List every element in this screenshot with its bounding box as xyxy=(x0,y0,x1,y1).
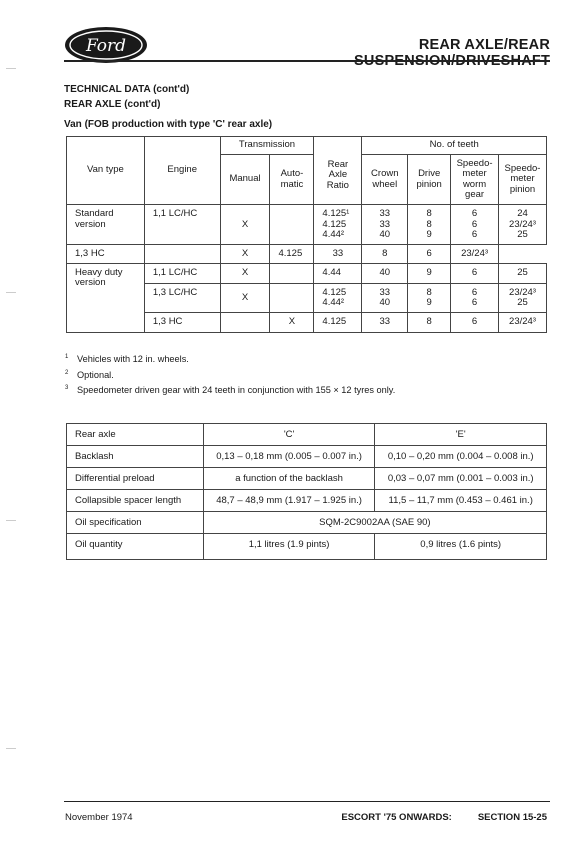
spec-label: Backlash xyxy=(67,446,204,468)
table-row xyxy=(67,245,547,264)
cell-worm: 6 xyxy=(408,245,451,264)
cell-engine: 1,3 LC/HC xyxy=(144,283,220,312)
table-row xyxy=(67,512,547,534)
cell-pinion: 23/24³ 25 xyxy=(499,283,547,312)
spec-value-c: 48,7 – 48,9 mm (1.917 – 1.925 in.) xyxy=(203,490,375,512)
cell-worm: 6 6 6 xyxy=(451,205,499,245)
page-header-title: REAR AXLE/REAR SUSPENSION/DRIVESHAFT xyxy=(354,37,550,69)
spec-value-c: a function of the backlash xyxy=(203,468,375,490)
margin-mark xyxy=(6,292,16,293)
cell-engine: 1,3 HC xyxy=(144,312,220,332)
spec-value-c: 1,1 litres (1.9 pints) xyxy=(203,534,375,560)
spec-value-e: 0,9 litres (1.6 pints) xyxy=(375,534,547,560)
cell-worm: 6 xyxy=(451,312,499,332)
spec-label: Oil specification xyxy=(67,512,204,534)
col-automatic: Auto- matic xyxy=(270,155,314,205)
van-axle-table xyxy=(66,136,547,333)
ford-logo xyxy=(64,26,148,64)
cell-manual xyxy=(144,245,220,264)
col-manual: Manual xyxy=(220,155,270,205)
cell-pinion: 25 xyxy=(499,263,547,283)
cell-drive: 8 xyxy=(408,312,451,332)
margin-mark xyxy=(6,748,16,749)
col-drive-pinion: Drive pinion xyxy=(408,155,451,205)
col-transmission: Transmission xyxy=(220,137,314,155)
col-axle-ratio: Rear Axle Ratio xyxy=(314,137,362,205)
cell-manual: X xyxy=(220,263,270,283)
cell-engine: 1,3 HC xyxy=(67,245,145,264)
spec-label: Collapsible spacer length xyxy=(67,490,204,512)
margin-mark xyxy=(6,520,16,521)
spec-value-e: 0,10 – 0,20 mm (0.004 – 0.008 in.) xyxy=(375,446,547,468)
col-crown-wheel: Crown wheel xyxy=(362,155,408,205)
col-engine: Engine xyxy=(144,137,220,205)
heading-van-fob: Van (FOB production with type 'C' rear axle) xyxy=(64,119,273,130)
spec-value-e: 11,5 – 11,7 mm (0.453 – 0.461 in.) xyxy=(375,490,547,512)
spec-header-label: Rear axle xyxy=(67,424,204,446)
cell-drive: 8 xyxy=(362,245,408,264)
cell-crown: 33 40 xyxy=(362,283,408,312)
table-row xyxy=(67,446,547,468)
cell-drive: 9 xyxy=(408,263,451,283)
cell-crown: 40 xyxy=(362,263,408,283)
cell-van-type: Heavy duty version xyxy=(67,263,145,332)
header-rule xyxy=(64,60,550,62)
col-speedo-pinion: Speedo- meter pinion xyxy=(499,155,547,205)
heading-rear-axle: REAR AXLE (cont'd) xyxy=(64,99,161,110)
cell-worm: 6 xyxy=(451,263,499,283)
footer-model: ESCORT '75 ONWARDS: xyxy=(341,812,452,823)
footnotes xyxy=(65,352,395,399)
rear-axle-spec-table xyxy=(66,423,547,560)
col-van-type: Van type xyxy=(67,137,145,205)
table-row xyxy=(67,534,547,560)
cell-ratio: 4.125¹ 4.125 4.44² xyxy=(314,205,362,245)
footnote: 2 Optional. xyxy=(65,369,114,380)
table-row xyxy=(67,263,547,283)
spec-label: Oil quantity xyxy=(67,534,204,560)
cell-drive: 8 8 9 xyxy=(408,205,451,245)
cell-auto xyxy=(270,263,314,283)
spec-header-c: 'C' xyxy=(203,424,375,446)
cell-crown: 33 xyxy=(314,245,362,264)
table-row xyxy=(67,490,547,512)
heading-technical-data: TECHNICAL DATA (cont'd) xyxy=(64,84,190,95)
cell-pinion: 23/24³ xyxy=(499,312,547,332)
cell-crown: 33 33 40 xyxy=(362,205,408,245)
table-row xyxy=(67,468,547,490)
cell-drive: 8 9 xyxy=(408,283,451,312)
footer-rule xyxy=(64,801,550,802)
margin-mark xyxy=(6,68,16,69)
footnote: 1 Vehicles with 12 in. wheels. xyxy=(65,354,189,364)
spec-value-c: 0,13 – 0,18 mm (0.005 – 0.007 in.) xyxy=(203,446,375,468)
cell-crown: 33 xyxy=(362,312,408,332)
spec-value-oil: SQM-2C9002AA (SAE 90) xyxy=(203,512,546,534)
ford-logo-text: Ford xyxy=(85,36,127,56)
spec-header-e: 'E' xyxy=(375,424,547,446)
cell-manual xyxy=(220,312,270,332)
cell-auto xyxy=(270,205,314,245)
footnote: 3 Speedometer driven gear with 24 teeth in conjunction with 155 × 12 tyres only. xyxy=(65,385,396,395)
cell-auto: X xyxy=(270,312,314,332)
cell-engine: 1,1 LC/HC xyxy=(144,205,220,245)
cell-manual: X xyxy=(220,205,270,245)
footer-section xyxy=(250,812,547,823)
table-row xyxy=(67,205,547,245)
col-no-of-teeth: No. of teeth xyxy=(362,137,547,155)
cell-worm: 6 6 xyxy=(451,283,499,312)
cell-ratio: 4.125 4.44² xyxy=(314,283,362,312)
cell-pinion: 24 23/24³ 25 xyxy=(499,205,547,245)
footer-date: November 1974 xyxy=(65,812,133,823)
col-speedo-worm: Speedo- meter worm gear xyxy=(451,155,499,205)
cell-manual: X xyxy=(220,283,270,312)
cell-pinion: 23/24³ xyxy=(451,245,499,264)
spec-label: Differential preload xyxy=(67,468,204,490)
footer-section-number: SECTION 15-25 xyxy=(477,812,547,823)
cell-ratio: 4.125 xyxy=(314,312,362,332)
cell-ratio: 4.125 xyxy=(270,245,314,264)
spec-value-e: 0,03 – 0,07 mm (0.001 – 0.003 in.) xyxy=(375,468,547,490)
cell-van-type: Standard version xyxy=(67,205,145,245)
cell-engine: 1,1 LC/HC xyxy=(144,263,220,283)
cell-ratio: 4.44 xyxy=(314,263,362,283)
cell-auto xyxy=(270,283,314,312)
cell-auto: X xyxy=(220,245,270,264)
